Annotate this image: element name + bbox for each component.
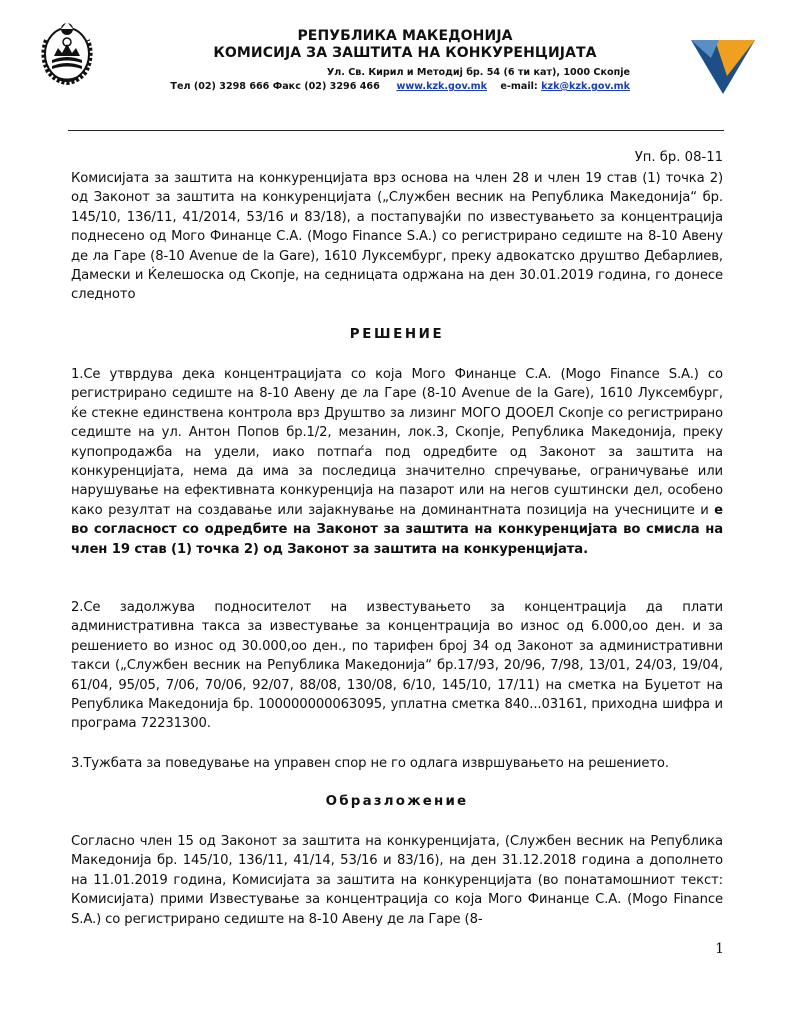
decision-point-1-text: 1.Се утврдува дека концентрацијата со која Мого Финанце С.А. (Mogo Finance S.A.) со регистрирано седиште на 8-10 Авену де ла Гаре (8-10 Avenue de la Gare), 1610 Луксембург, ќе стекне единствена контрола врз Друштво за лизинг МОГО ДООЕЛ Скопје со регистрирано седиште на ул. Антон Попов бр.1/2, мезанин, лок.3, Скопје, Република Македонија, преку купопродажба на удели, иако потпаѓа под одредбите од Законот за заштита на конкуренцијата, нема да има за последица значително спречување, ограничување или нарушување на ефективната конкуренција на пазарот или на негов суштински дел, особено како резултат на создавање или зајакнување на доминантната позиција на учесниците и: [71, 367, 723, 518]
decision-title: РЕШЕНИЕ: [349, 327, 445, 342]
reasoning-paragraph: Согласно член 15 од Законот за заштита на конкуренцијата, (Службен весник на Република Македонија бр. 145/10, 136/11, 41/14, 53/16 и 83/16), на ден 31.12.2018 година а дополнето на 11.01.2019 година, Комисијата за заштита на конкуренцијата (во понатамошниот текст: Комисијата) прими Известување за концентрација со која Мого Финанце С.А. (Mogo Finance S.A.) со регистрирано седиште на 8-10 Авену де ла Гаре (8-: [71, 834, 723, 927]
decision-point-1-bold: е во согласност со одредбите на Законот за заштита на конкуренцијата во смисла на член 19 став (1) точка 2) од Законот за заштита на конкуренцијата.: [71, 502, 723, 557]
header-phone-fax: Тел (02) 3298 666 Факс (02) 3296 466: [170, 81, 380, 92]
coat-of-arms-emblem: [36, 20, 98, 86]
header-commission: КОМИСИЈА ЗА ЗАШТИТА НА КОНКУРЕНЦИЈАТА: [213, 45, 597, 61]
intro-paragraph: Комисијата за заштита на конкуренцијата врз основа на член 28 и член 19 став (1) точка 2) од Законот за заштита на конкуренцијата („Службен весник на Република Македонија“ бр. 145/10, 136/11, 41/2014, 53/16 и 83/18), а постапувајќи по известувањето за концентрација поднесено од Мого Финанце С.А. (Mogo Finance S.A.) со регистрирано седиште на 8-10 Авену де ла Гаре (8-10 Avenue de la Gare), 1610 Луксембург, преку адвокатско друштво Дебарлиев, Дамески и Ќелешоска од Скопје, на седницата одржана на ден 30.01.2019 година, го донесе следното: [71, 171, 723, 303]
header-address: Ул. Св. Кирил и Методиј бр. 54 (6 ти кат), 1000 Скопје: [326, 67, 630, 78]
header-country: РЕПУБЛИКА МАКЕДОНИЈА: [297, 28, 513, 44]
page-number: 1: [715, 941, 724, 957]
decision-point-1: [71, 365, 723, 559]
header-divider: [68, 130, 724, 131]
decision-point-2: 2.Се задолжува подносителот на известувањето за концентрација да плати административна такса за известување за концентрација во износ од 6.000,оо ден. и за решението во износ од 30.000,оо ден., по тарифен број 34 од Законот за административни такси („Службен весник на Република Македонија“ бр.17/93, 20/96, 7/98, 13/01, 24/03, 19/04, 61/04, 95/05, 7/06, 70/06, 92/07, 88/08, 130/08, 6/10, 145/10, 17/11) на сметка на Буџетот на Република Македонија бр. 100000000063095, уплатна сметка 840...03161, приходна шифра и програма 72231300.: [71, 600, 723, 732]
header-contact: [170, 81, 630, 92]
commission-logo: [689, 34, 757, 96]
email-link[interactable]: kzk@kzk.gov.mk: [541, 81, 630, 92]
decision-point-3: 3.Тужбата за поведување на управен спор не го одлага извршувањето на решението.: [71, 756, 669, 771]
case-number: Уп. бр. 08-11: [634, 150, 723, 165]
reasoning-title: Образложение: [325, 794, 469, 809]
website-link[interactable]: www.kzk.gov.mk: [396, 81, 488, 92]
email-label: e-mail:: [500, 81, 538, 92]
